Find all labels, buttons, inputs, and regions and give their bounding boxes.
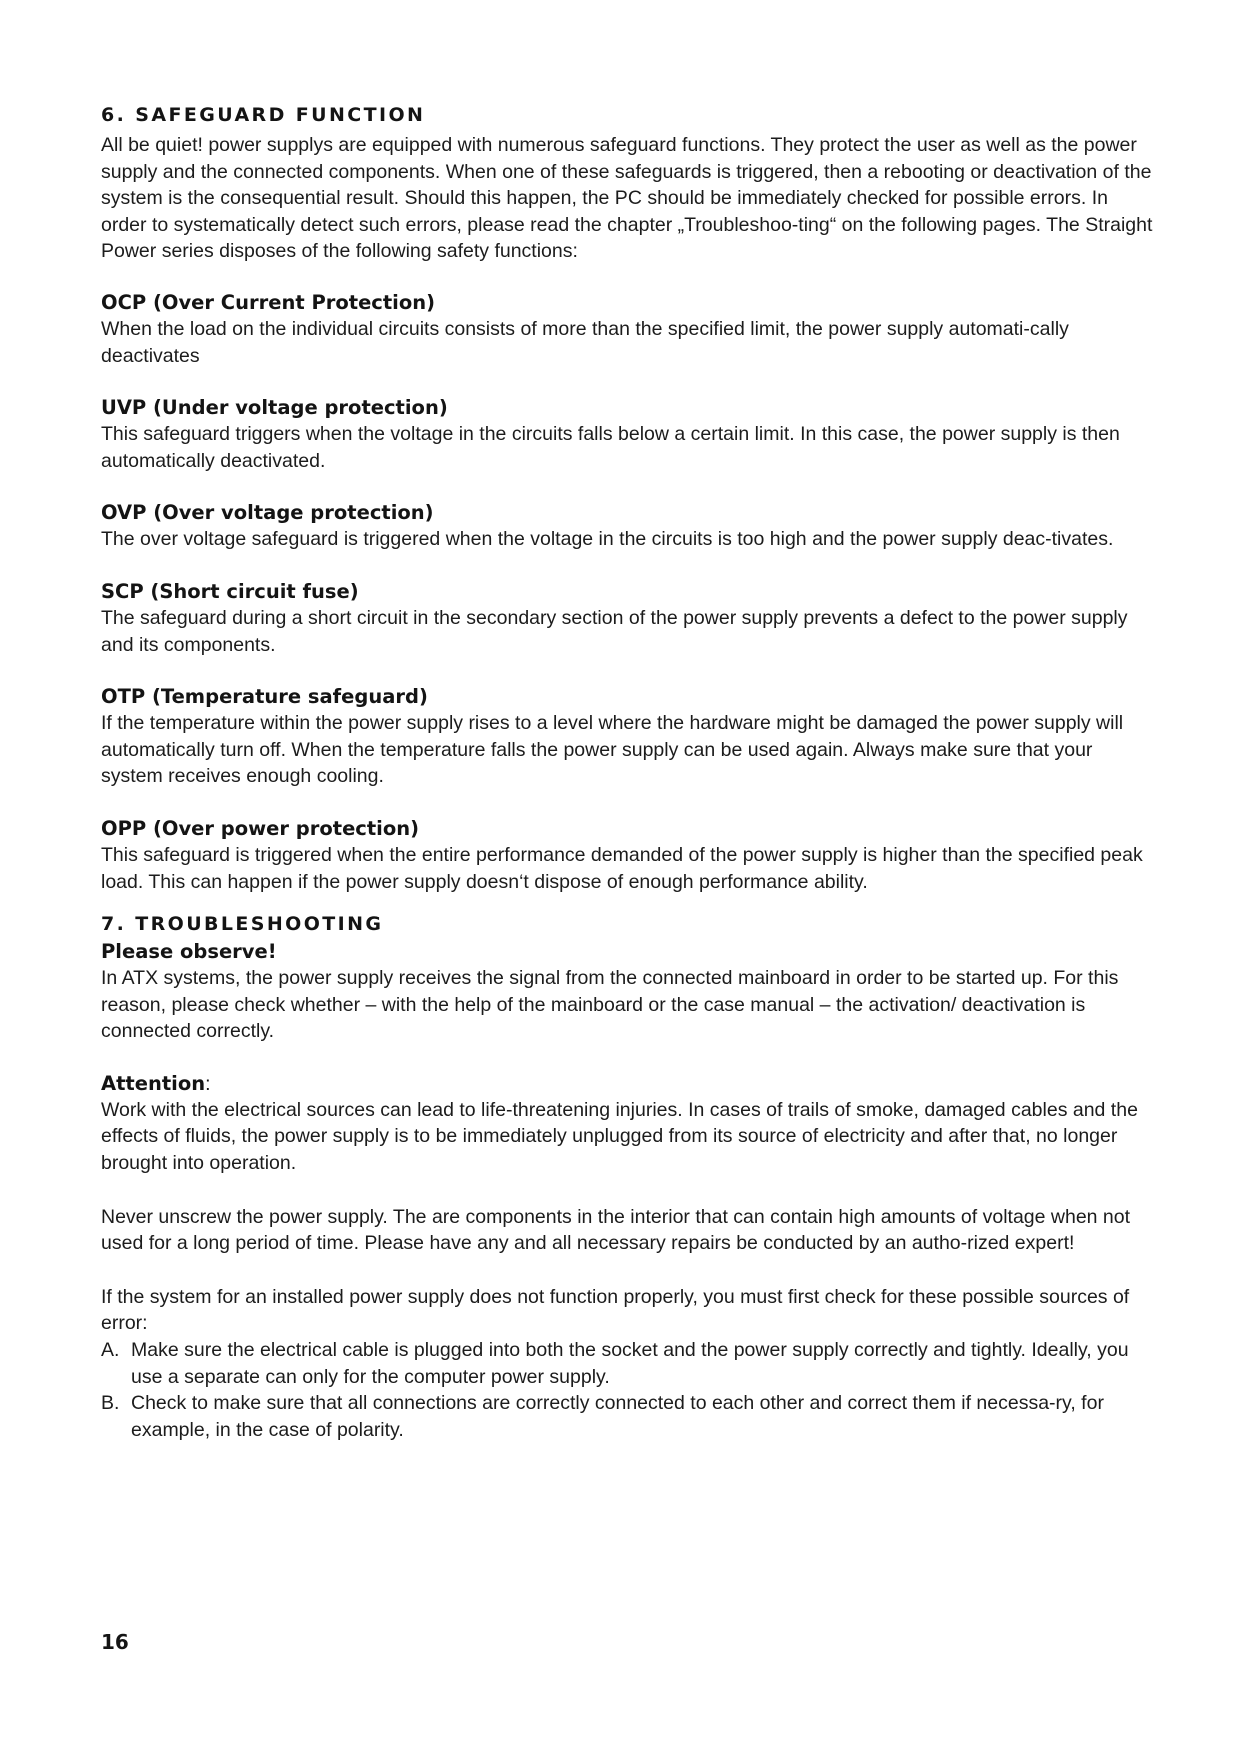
function-description: When the load on the individual circuits consists of more than the specified limit, the power supply automati-cally deactivates [101,317,1069,367]
list-item-text: Check to make sure that all connections are correctly connected to each other and correct them if necessa-ry, for example, in the case of polarity. [131,1392,1104,1441]
attention-colon: : [205,1072,211,1095]
list-item-text: Make sure the electrical cable is plugged into both the socket and the power supply correctly and tightly. Ideally, you use a separate can only for the computer power supply. [131,1339,1129,1388]
safeguard-intro-paragraph: All be quiet! power supplys are equipped with numerous safeguard functions. They protect the user as well as the power supply and the connected components. When one of these safeguards is triggered, then a rebooting or deactivation of the system is the consequential result. Should this happen, the PC should be immediately checked for possible errors. In order to systematically detect such errors, please read the chapter „Troubleshoo-ting“ on the following pages. The Straight Power series disposes of the following safety functions: [101,134,1153,263]
attention-title: Attention [101,1071,206,1095]
list-item [101,1390,1156,1443]
function-description: This safeguard triggers when the voltage in the circuits falls below a certain limit. In this case, the power supply is then automatically deactivated. [101,423,1120,472]
check-intro-paragraph: If the system for an installed power supply does not function properly, you must first check for these possible sources of error: [101,1285,1130,1335]
error-source-list [101,1337,1156,1443]
list-item [101,1337,1156,1390]
function-title: OVP (Over voltage protection) [101,501,434,525]
section-heading-safeguard: 6. SAFEGUARD FUNCTION [101,104,426,126]
function-title: OPP (Over power protection) [101,816,420,840]
observe-block [101,939,1156,1045]
function-block-ovp [101,500,1156,553]
function-title: SCP (Short circuit fuse) [101,579,359,603]
attention-title-line [101,1071,1156,1097]
page-number: 16 [101,1630,129,1654]
section-heading-troubleshooting: 7. TROUBLESHOOTING [101,913,384,936]
function-description: The safeguard during a short circuit in the secondary section of the power supply prevents a defect to the power supply and its components. [101,606,1128,656]
attention-paragraph: Work with the electrical sources can lead to life-threatening injuries. In cases of trails of smoke, damaged cables and the effects of fluids, the power supply is to be immediately unplugged from its source of electricity and after that, no longer brought into operation. [101,1098,1138,1175]
list-marker: A. [101,1339,120,1362]
function-title: OCP (Over Current Protection) [101,290,436,314]
function-block-ocp [101,290,1156,369]
observe-title: Please observe! [101,940,277,964]
observe-paragraph: In ATX systems, the power supply receives the signal from the connected mainboard in order to be started up. For this reason, please check whether – with the help of the mainboard or the case manual – the activation/ deactivation is connected correctly. [101,967,1119,1043]
function-description: If the temperature within the power supply rises to a level where the hardware might be damaged the power supply will automatically turn off. When the temperature falls the power supply can be used again. Always make sure that your system receives enough cooling. [101,712,1124,788]
function-title: OTP (Temperature safeguard) [101,685,428,709]
function-block-scp [101,579,1156,658]
document-page [101,104,1156,1443]
attention-block [101,1071,1156,1177]
list-marker: B. [101,1392,120,1415]
function-block-opp [101,816,1156,895]
function-description: The over voltage safeguard is triggered when the voltage in the circuits is too high and the power supply deac-tivates. [101,528,1114,551]
function-description: This safeguard is triggered when the entire performance demanded of the power supply is higher than the specified peak load. This can happen if the power supply doesn‘t dispose of enough performance ability. [101,843,1143,893]
function-title: UVP (Under voltage protection) [101,396,448,420]
never-unscrew-paragraph: Never unscrew the power supply. The are components in the interior that can contain high amounts of voltage when not used for a long period of time. Please have any and all necessary repairs be conducted by an autho-rized expert! [101,1205,1131,1255]
function-block-uvp [101,395,1156,474]
function-block-otp [101,684,1156,790]
